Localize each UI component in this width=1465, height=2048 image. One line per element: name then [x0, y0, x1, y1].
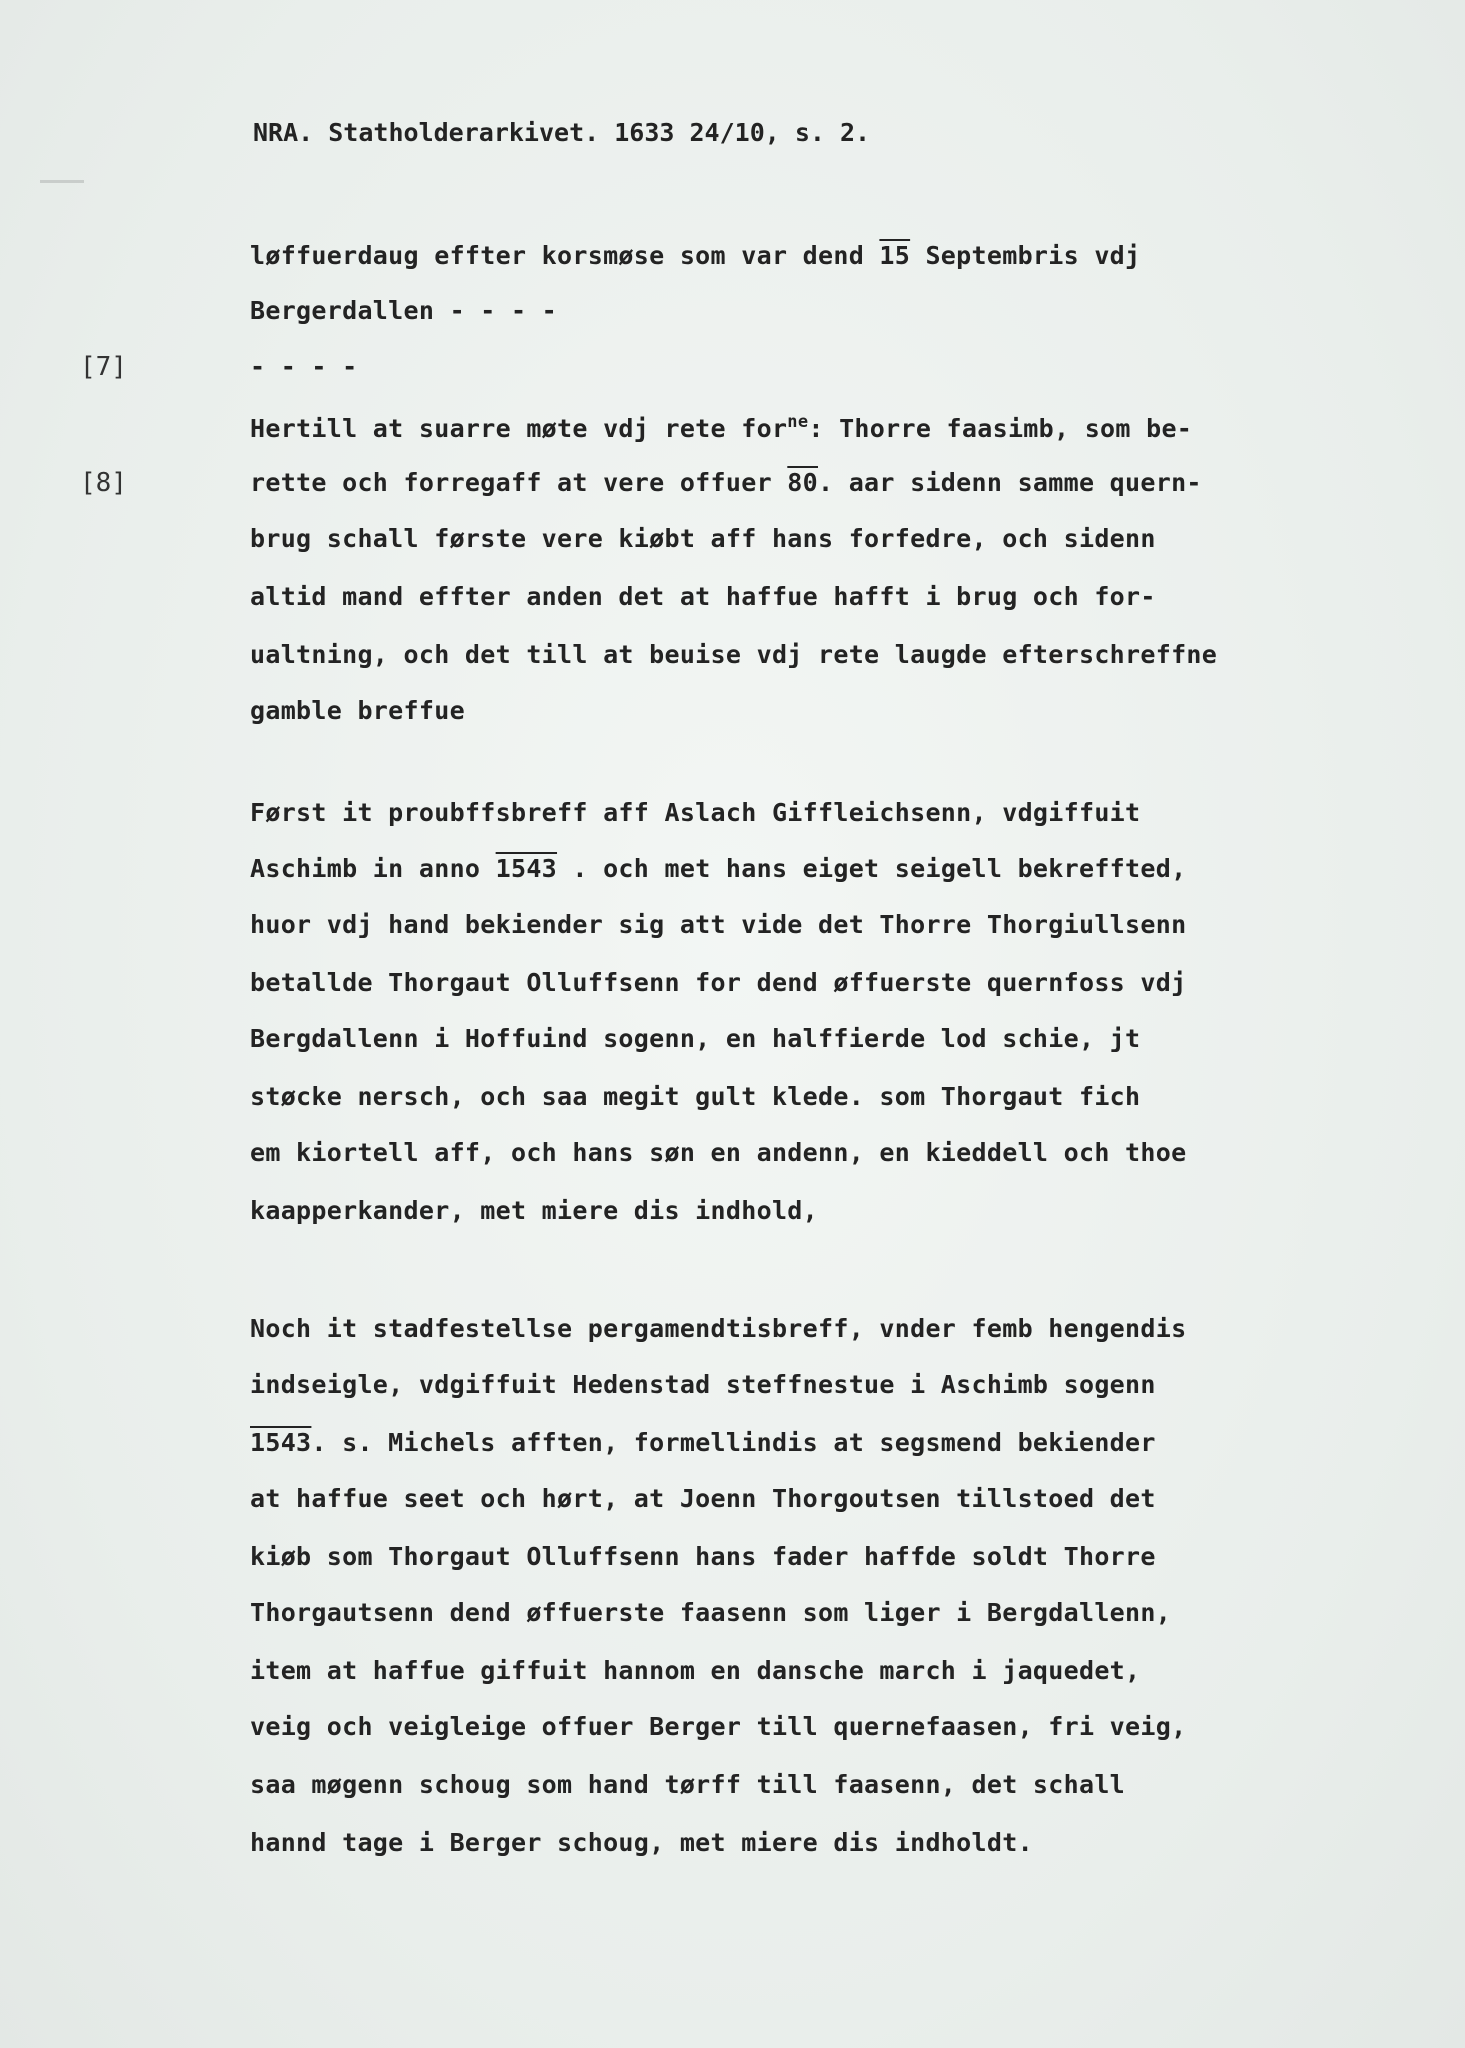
- year-number: 1543: [495, 854, 558, 883]
- document-header: NRA. Statholderarkivet. 1633 24/10, s. 2.: [253, 118, 871, 147]
- text-line: rette och forregaff at vere offuer 80. aar sidenn samme quern-: [250, 468, 1202, 497]
- text-line: Bergerdallen - - - -: [250, 296, 558, 325]
- text-line: betallde Thorgaut Olluffsenn for dend øffuerste quernfoss vdj: [250, 968, 1187, 997]
- text-line: brug schall første vere kiøbt aff hans forfedre, och sidenn: [250, 524, 1156, 553]
- text-line: saa møgenn schoug som hand tørff till faasenn, det schall: [250, 1770, 1126, 1799]
- text-line: kaapperkander, met miere dis indhold,: [250, 1196, 818, 1225]
- text-line: Aschimb in anno 1543 . och met hans eiget seigell bekreffted,: [250, 854, 1187, 883]
- text-line: at haffue seet och hørt, at Joenn Thorgoutsen tillstoed det: [250, 1484, 1156, 1513]
- year-number: 80: [787, 468, 818, 497]
- text-line: Først it proubffsbreff aff Aslach Giffleichsenn, vdgiffuit: [250, 798, 1141, 827]
- text-line: em kiortell aff, och hans søn en andenn, en kieddell och thoe: [250, 1138, 1187, 1167]
- text-line: altid mand effter anden det at haffue hafft i brug och for-: [250, 582, 1156, 611]
- text-line: gamble breffue: [250, 696, 465, 725]
- text-line: støcke nersch, och saa megit gult klede. som Thorgaut fich: [250, 1082, 1141, 1111]
- text-line: veig och veigleige offuer Berger till quernefaasen, fri veig,: [250, 1712, 1187, 1741]
- text-line: huor vdj hand bekiender sig att vide det Thorre Thorgiullsenn: [250, 910, 1187, 939]
- margin-ref-7: [7]: [80, 352, 127, 382]
- text-line: Noch it stadfestellse pergamendtisbreff, vnder femb hengendis: [250, 1314, 1187, 1343]
- text-line: - - - -: [250, 352, 358, 381]
- date-number: 15: [879, 241, 911, 270]
- text-line: ualtning, och det till at beuise vdj rete laugde efterschreffne: [250, 640, 1218, 669]
- text-line: løffuerdaug effter korsmøse som var dend 15 Septembris vdj: [250, 241, 1141, 270]
- scan-mark: [40, 180, 84, 183]
- year-number: 1543: [250, 1428, 312, 1457]
- text-line: item at haffue giffuit hannom en dansche march i jaquedet,: [250, 1656, 1141, 1685]
- margin-ref-8: [8]: [80, 468, 127, 498]
- text-line: Hertill at suarre møte vdj rete for$^{ne}$: Thorre faasimb, som be-: [250, 412, 1193, 443]
- text-line: 1543. s. Michels afften, formellindis at segsmend bekiender: [250, 1428, 1156, 1457]
- text-line: Bergdallenn i Hoffuind sogenn, en halffierde lod schie, jt: [250, 1024, 1141, 1053]
- text-line: kiøb som Thorgaut Olluffsenn hans fader haffde soldt Thorre: [250, 1542, 1156, 1571]
- text-line: Thorgautsenn dend øffuerste faasenn som liger i Bergdallenn,: [250, 1598, 1172, 1627]
- text-line: hannd tage i Berger schoug, met miere dis indholdt.: [250, 1828, 1033, 1857]
- text-line: indseigle, vdgiffuit Hedenstad steffnestue i Aschimb sogenn: [250, 1370, 1156, 1399]
